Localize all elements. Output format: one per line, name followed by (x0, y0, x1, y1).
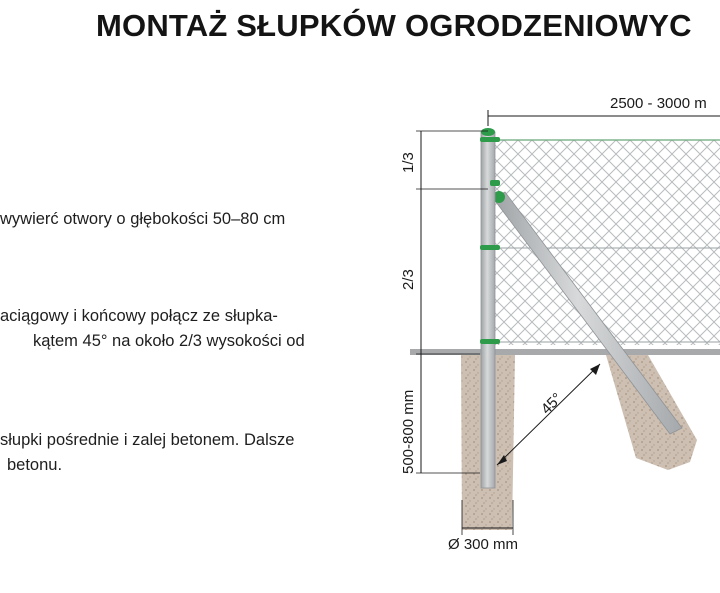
wire-clip-upper-brace (490, 180, 500, 186)
width-dimension-label: 2500 - 3000 m (610, 95, 707, 112)
page-title: MONTAŻ SŁUPKÓW OGRODZENIOWYC (96, 8, 692, 43)
angle-arrow-upper (590, 364, 600, 375)
brace-concrete-foundation (606, 355, 697, 470)
lower-ratio-label: 2/3 (400, 269, 417, 290)
depth-label: 500-800 mm (400, 389, 417, 474)
step-3-line-2: betonu. (7, 456, 63, 474)
wire-clip-middle (480, 245, 500, 250)
angle-label: 45° (537, 389, 566, 418)
diameter-label: Ø 300 mm (448, 536, 519, 553)
post-cap-icon (481, 128, 495, 136)
upper-ratio-label: 1/3 (400, 152, 417, 173)
wire-clip-top (480, 137, 500, 142)
step-3-line-1: słupki pośrednie i zalej betonem. Dalsze (0, 431, 295, 449)
step-2-line-2: kątem 45° na około 2/3 wysokości od (33, 332, 305, 350)
step-2-line-1: aciągowy i końcowy połącz ze słupka- (0, 307, 278, 325)
step-1-line-1: wywierć otwory o głębokości 50–80 cm (0, 210, 286, 228)
wire-clip-bottom (480, 339, 500, 344)
